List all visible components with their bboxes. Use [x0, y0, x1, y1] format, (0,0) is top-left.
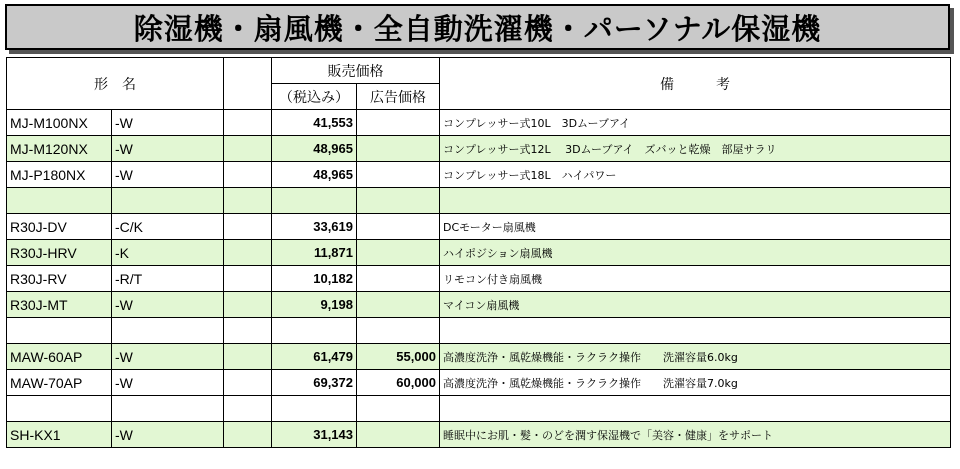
- table-row: [7, 110, 951, 136]
- price-cell: 48,965: [272, 136, 357, 162]
- remarks-cell: コンプレッサー式18L ハイパワー: [440, 162, 951, 188]
- blank-cell: [224, 396, 272, 422]
- model-cell: SH-KX1: [7, 422, 112, 448]
- table-row: [7, 266, 951, 292]
- blank-cell: [224, 240, 272, 266]
- model-cell: MJ-M120NX: [7, 136, 112, 162]
- table-row: [7, 136, 951, 162]
- color-code-cell: -W: [112, 136, 224, 162]
- remarks-cell: コンプレッサー式10L 3Dムーブアイ: [440, 110, 951, 136]
- model-cell: MJ-M100NX: [7, 110, 112, 136]
- table-row: [7, 396, 951, 422]
- table-row: [7, 344, 951, 370]
- model-cell: R30J-DV: [7, 214, 112, 240]
- color-code-cell: -W: [112, 162, 224, 188]
- model-cell: MAW-60AP: [7, 344, 112, 370]
- remarks-cell: コンプレッサー式12L 3Dムーブアイ ズバッと乾燥 部屋サラリ: [440, 136, 951, 162]
- model-header: 形 名: [7, 58, 224, 110]
- price-cell: 31,143: [272, 422, 357, 448]
- price-cell: 10,182: [272, 266, 357, 292]
- price-cell: [272, 318, 357, 344]
- color-code-cell: -W: [112, 292, 224, 318]
- blank-cell: [224, 370, 272, 396]
- remarks-cell: [440, 318, 951, 344]
- price-cell: [272, 396, 357, 422]
- ad-price-cell: [357, 240, 440, 266]
- blank-cell: [224, 292, 272, 318]
- model-cell: MJ-P180NX: [7, 162, 112, 188]
- page-title: 除湿機・扇風機・全自動洗濯機・パーソナル保湿機: [5, 4, 950, 50]
- color-code-cell: -W: [112, 370, 224, 396]
- color-code-cell: -R/T: [112, 266, 224, 292]
- color-code-cell: -W: [112, 344, 224, 370]
- price-cell: 61,479: [272, 344, 357, 370]
- color-code-cell: [112, 318, 224, 344]
- remarks-header: 備 考: [440, 58, 951, 110]
- ad-price-cell: [357, 136, 440, 162]
- blank-cell: [224, 162, 272, 188]
- remarks-cell: 睡眠中にお肌・髪・のどを潤す保湿機で「美容・健康」をサポート: [440, 422, 951, 448]
- ad-price-cell: [357, 110, 440, 136]
- tax-included-header: （税込み）: [272, 84, 357, 110]
- blank-cell: [224, 110, 272, 136]
- ad-price-cell: [357, 396, 440, 422]
- color-code-cell: [112, 188, 224, 214]
- remarks-cell: [440, 396, 951, 422]
- price-cell: 41,553: [272, 110, 357, 136]
- price-table: [6, 57, 951, 448]
- table-row: [7, 240, 951, 266]
- price-cell: 69,372: [272, 370, 357, 396]
- table-row: [7, 292, 951, 318]
- remarks-cell: 高濃度洗浄・風乾燥機能・ラクラク操作 洗濯容量6.0kg: [440, 344, 951, 370]
- ad-price-cell: 55,000: [357, 344, 440, 370]
- model-cell: [7, 188, 112, 214]
- ad-price-cell: [357, 188, 440, 214]
- ad-price-cell: 60,000: [357, 370, 440, 396]
- table-row: [7, 370, 951, 396]
- model-cell: R30J-HRV: [7, 240, 112, 266]
- sales-price-header: 販売価格: [272, 58, 440, 84]
- blank-cell: [224, 188, 272, 214]
- blank-cell: [224, 214, 272, 240]
- price-cell: 9,198: [272, 292, 357, 318]
- ad-price-cell: [357, 318, 440, 344]
- model-cell: R30J-MT: [7, 292, 112, 318]
- header-row-1: [7, 58, 951, 84]
- price-cell: 33,619: [272, 214, 357, 240]
- color-code-cell: [112, 396, 224, 422]
- table-row: [7, 214, 951, 240]
- price-cell: [272, 188, 357, 214]
- ad-price-cell: [357, 266, 440, 292]
- model-cell: [7, 396, 112, 422]
- model-cell: [7, 318, 112, 344]
- ad-price-cell: [357, 162, 440, 188]
- table-row: [7, 318, 951, 344]
- blank-cell: [224, 266, 272, 292]
- blank-cell: [224, 422, 272, 448]
- blank-cell: [224, 318, 272, 344]
- blank-cell: [224, 136, 272, 162]
- remarks-cell: リモコン付き扇風機: [440, 266, 951, 292]
- model-cell: MAW-70AP: [7, 370, 112, 396]
- model-cell: R30J-RV: [7, 266, 112, 292]
- remarks-cell: 高濃度洗浄・風乾燥機能・ラクラク操作 洗濯容量7.0kg: [440, 370, 951, 396]
- color-code-cell: -K: [112, 240, 224, 266]
- remarks-cell: DCモーター扇風機: [440, 214, 951, 240]
- remarks-cell: [440, 188, 951, 214]
- ad-price-cell: [357, 422, 440, 448]
- price-cell: 11,871: [272, 240, 357, 266]
- price-cell: 48,965: [272, 162, 357, 188]
- ad-price-header: 広告価格: [357, 84, 440, 110]
- table-row: [7, 188, 951, 214]
- color-code-cell: -C/K: [112, 214, 224, 240]
- blank-cell: [224, 344, 272, 370]
- table-row: [7, 422, 951, 448]
- ad-price-cell: [357, 292, 440, 318]
- color-code-cell: -W: [112, 110, 224, 136]
- remarks-cell: ハイポジション扇風機: [440, 240, 951, 266]
- ad-price-cell: [357, 214, 440, 240]
- table-row: [7, 162, 951, 188]
- blank-header-cell: [224, 58, 272, 110]
- remarks-cell: マイコン扇風機: [440, 292, 951, 318]
- color-code-cell: -W: [112, 422, 224, 448]
